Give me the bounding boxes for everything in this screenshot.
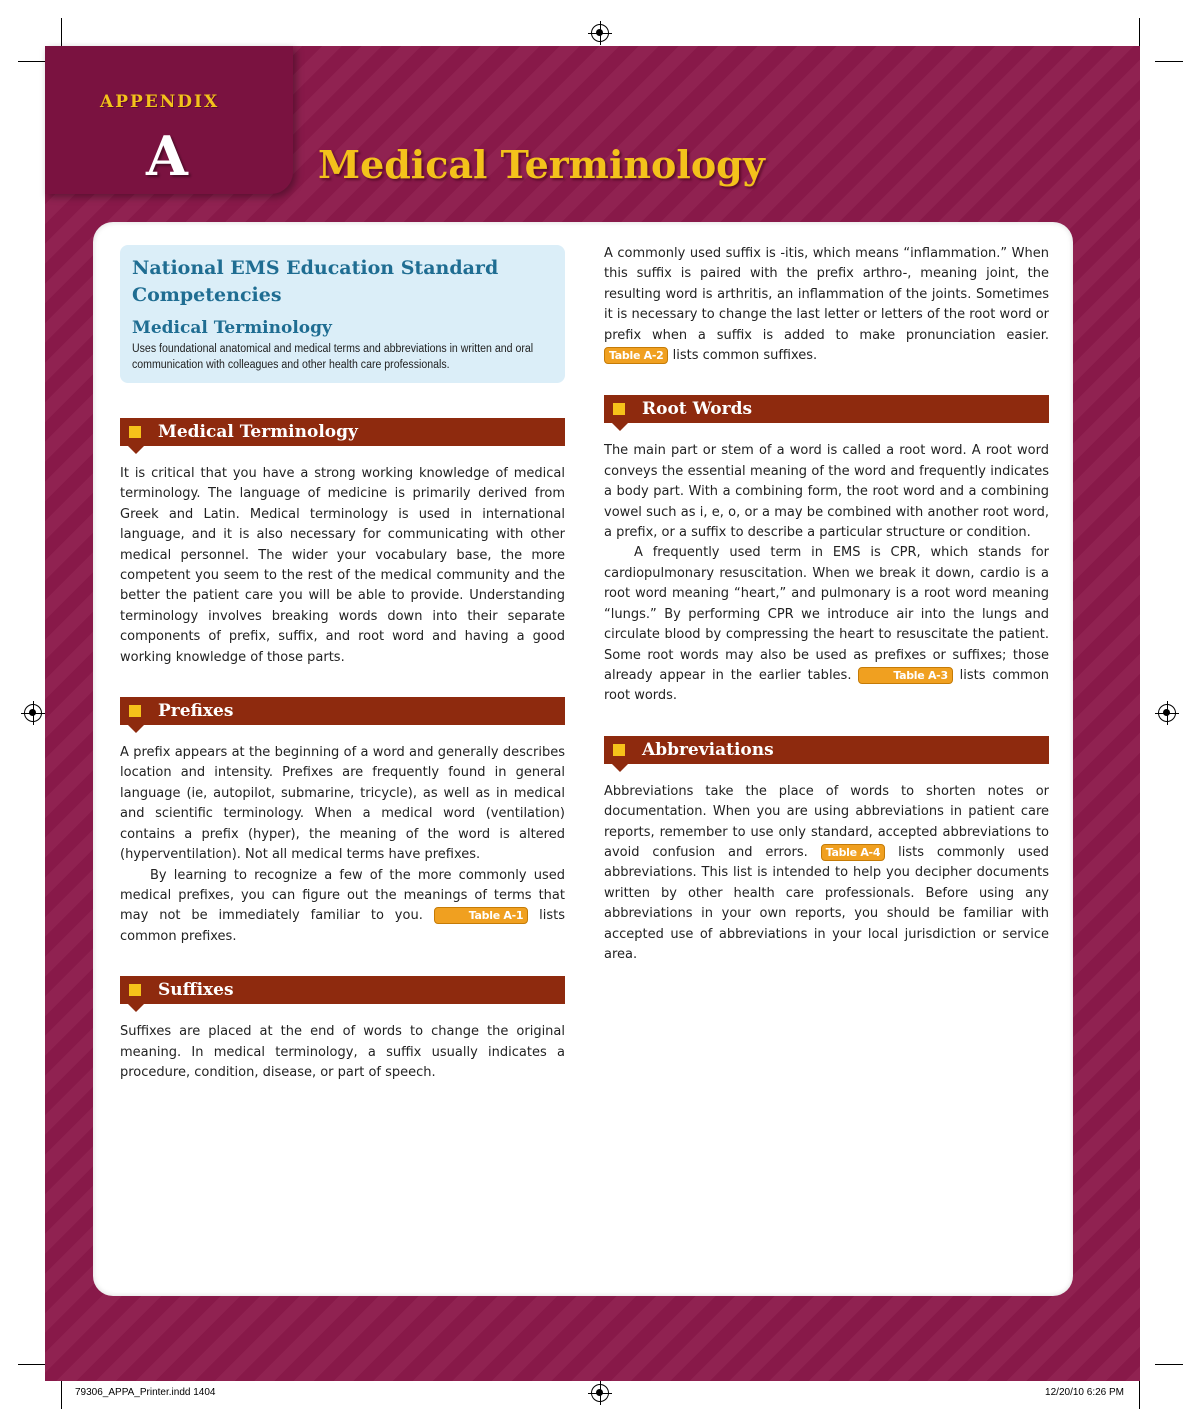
- paragraph-text: A commonly used suffix is -itis, which means “inflammation.” When this suffix is paired with the prefix arthro-, meaning joint, the resulting word is arthritis, an inflammation of the joints. Sometimes it is necessary to change the last letter or letters of the root word or prefix when a suffix is added to make pronunciation easier.: [604, 246, 1049, 343]
- paragraph-text: Abbreviations take the place of words to shorten notes or documentation. When you are using abbreviations in patient care reports, remember to use only standard, accepted abbreviations to avoid confusion and errors.: [604, 783, 1049, 860]
- crop-mark: [18, 1364, 46, 1365]
- registration-mark-icon: [591, 24, 609, 42]
- paragraph: It is critical that you have a strong working knowledge of medical terminology. The language of medicine is primarily derived from Greek and Latin. Medical terminology is used in international language, and it is also necessary for communicating with other medical personnel. The wider your vocabulary base, the more competent you seem to the rest of the medical community and the better the patient care you will be able to provide. Understanding terminology involves breaking words down into their separate components of prefix, suffix, and root word and having a good working knowledge of those parts.: [120, 466, 565, 665]
- paragraph: The main part or stem of a word is called a root word. A root word conveys the essential meaning of the word and frequently indicates a body part. With a combining form, the root word and a combining vowel such as i, e, o, or a may be combined with another root word, a prefix, or a suffix to describe a particular structure or condition.: [604, 443, 1049, 541]
- section-header-suffixes: [120, 976, 565, 1004]
- crop-mark: [61, 1381, 62, 1409]
- paragraph-text: A frequently used term in EMS is CPR, which stands for cardiopulmonary resuscitation. When we break it down, cardio is a root word meaning “heart,” and pulmonary is a root word meaning “lungs.” By performing CPR we introduce air into the lungs and circulate blood by compressing the heart to resuscitate the patient. Some root words may also be used as prefixes or suffixes; those already appear in the earlier tables.: [604, 545, 1049, 683]
- section-title: Prefixes: [158, 701, 234, 722]
- registration-mark-icon: [591, 1384, 609, 1402]
- appendix-letter: A: [146, 124, 188, 188]
- section-square-icon: [129, 984, 141, 996]
- table-reference-link[interactable]: Table A-2: [604, 347, 668, 364]
- crop-mark: [18, 61, 46, 62]
- paragraph: A prefix appears at the beginning of a word and generally describes location and intensity. Prefixes are frequently found in general language (ie, autopilot, submarine, tricycle), as well as in medical and scientific terminology. When a medical word (ventilation) contains a prefix (hyper), the meaning of the word is altered (hyperventilation). Not all medical terms have prefixes.: [120, 745, 565, 863]
- table-reference-link[interactable]: Table A-3: [858, 667, 952, 684]
- paragraph-text: lists commonly used abbreviations. This list is intended to help you decipher documents written by other health care professionals. Before using any abbreviations in your own reports, you should be familiar with accepted use of abbreviations in your local jurisdiction or service area.: [604, 844, 1049, 962]
- competency-subheading: Medical Terminology: [132, 318, 332, 338]
- section-header-medical-terminology: [120, 418, 565, 446]
- section-pointer-icon: [612, 423, 628, 431]
- section-title: Medical Terminology: [158, 422, 358, 442]
- table-reference-link[interactable]: Table A-1: [434, 907, 528, 924]
- paragraph: Suffixes are placed at the end of words to change the original meaning. In medical terminology, a suffix usually indicates a procedure, condition, disease, or part of speech.: [120, 1024, 565, 1080]
- crop-mark: [1155, 61, 1183, 62]
- section-square-icon: [613, 403, 625, 415]
- paragraph-text: lists common suffixes.: [672, 348, 818, 364]
- competency-box: [120, 245, 565, 383]
- right-column: [604, 244, 1049, 965]
- paragraph-text: lists common prefixes.: [120, 908, 566, 944]
- paragraph: [604, 782, 1049, 966]
- crop-mark: [1155, 1364, 1183, 1365]
- paragraph: [120, 866, 565, 948]
- registration-mark-icon: [24, 704, 42, 722]
- competency-heading: National EMS Education Standard Competencies: [132, 257, 499, 306]
- section-header-prefixes: [120, 697, 565, 725]
- section-square-icon: [129, 426, 141, 438]
- page-title: Medical Terminology: [318, 142, 765, 187]
- left-column: [120, 245, 565, 1083]
- footer-file-info: 79306_APPA_Printer.indd 1404: [75, 1387, 216, 1398]
- crop-mark: [61, 18, 62, 46]
- section-title: Root Words: [642, 399, 753, 420]
- section-square-icon: [613, 744, 625, 756]
- section-pointer-icon: [612, 764, 628, 772]
- paragraph-text: lists common root words.: [604, 667, 1050, 704]
- paragraph: [604, 244, 1049, 366]
- paragraph-text: By learning to recognize a few of the more commonly used medical prefixes, you can figure out the meanings of terms that may not be immediately familiar to you.: [120, 867, 565, 924]
- section-title: Suffixes: [158, 980, 234, 1001]
- registration-mark-icon: [1158, 704, 1176, 722]
- section-header-root-words: [604, 395, 1049, 423]
- section-pointer-icon: [128, 1004, 144, 1012]
- paragraph: [604, 543, 1049, 706]
- section-square-icon: [129, 705, 141, 717]
- crop-mark: [1139, 1381, 1140, 1409]
- crop-mark: [1139, 18, 1140, 46]
- appendix-label: APPENDIX: [100, 92, 220, 112]
- section-title: Abbreviations: [642, 739, 774, 760]
- section-pointer-icon: [128, 446, 144, 454]
- section-pointer-icon: [128, 725, 144, 733]
- section-header-abbreviations: [604, 736, 1049, 764]
- footer-date-info: 12/20/10 6:26 PM: [1045, 1387, 1124, 1398]
- competency-text: Uses foundational anatomical and medical terms and abbreviations in written and oral communication with colleagues and other health care professionals.: [132, 343, 534, 371]
- table-reference-link[interactable]: Table A-4: [821, 844, 885, 861]
